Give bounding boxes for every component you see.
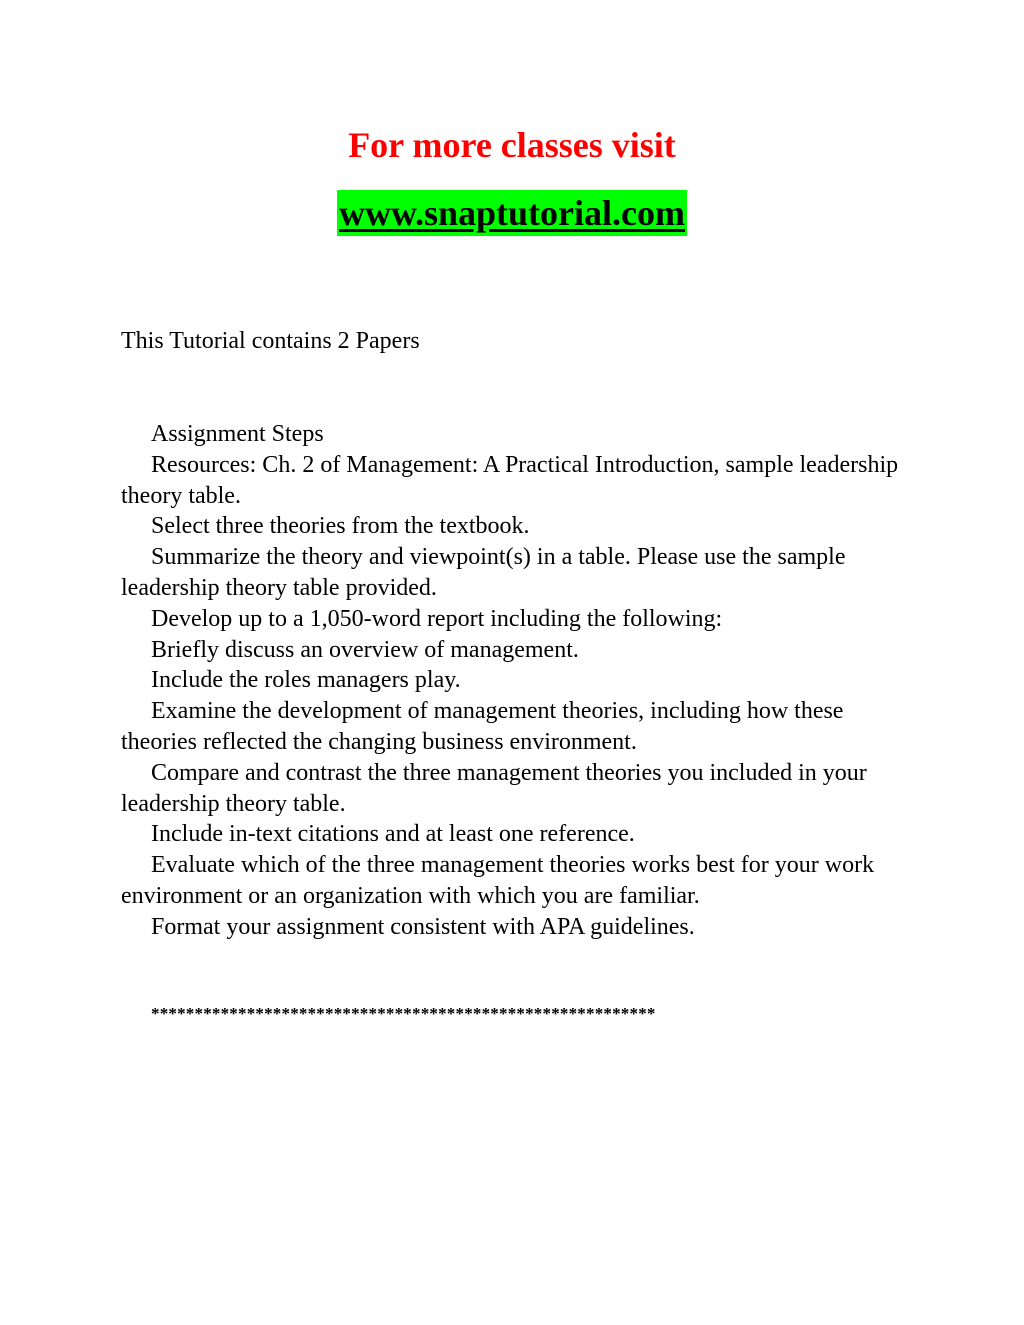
step-item: Resources: Ch. 2 of Management: A Practical Introduction, sample leadership theory table. (121, 451, 899, 509)
step-item: Include the roles managers play. (151, 667, 461, 694)
assignment-steps (121, 419, 906, 943)
separator-stars: ********************************************************** (151, 1004, 656, 1023)
step-item: Include in-text citations and at least one reference. (151, 821, 635, 848)
step-item: Develop up to a 1,050-word report including the following: (151, 605, 723, 632)
website-link[interactable]: www.snaptutorial.com (337, 190, 687, 236)
intro-text: This Tutorial contains 2 Papers (121, 328, 420, 354)
step-item: Evaluate which of the three management theories works best for your work environment or an organization with which you are familiar. (121, 852, 875, 909)
step-item: Summarize the theory and viewpoint(s) in a table. Please use the sample leadership theory table provided. (121, 544, 846, 601)
step-item: Briefly discuss an overview of management. (151, 636, 579, 663)
page-title: For more classes visit (348, 125, 676, 165)
website-link-container (0, 190, 1024, 236)
step-item: Format your assignment consistent with APA guidelines. (151, 913, 695, 940)
step-item: Select three theories from the textbook. (151, 513, 530, 540)
assignment-heading: Assignment Steps (151, 421, 324, 447)
step-item: Examine the development of management theories, including how these theories reflected the changing business environment. (121, 698, 844, 755)
step-item: Compare and contrast the three management theories you included in your leadership theory table. (121, 759, 867, 817)
